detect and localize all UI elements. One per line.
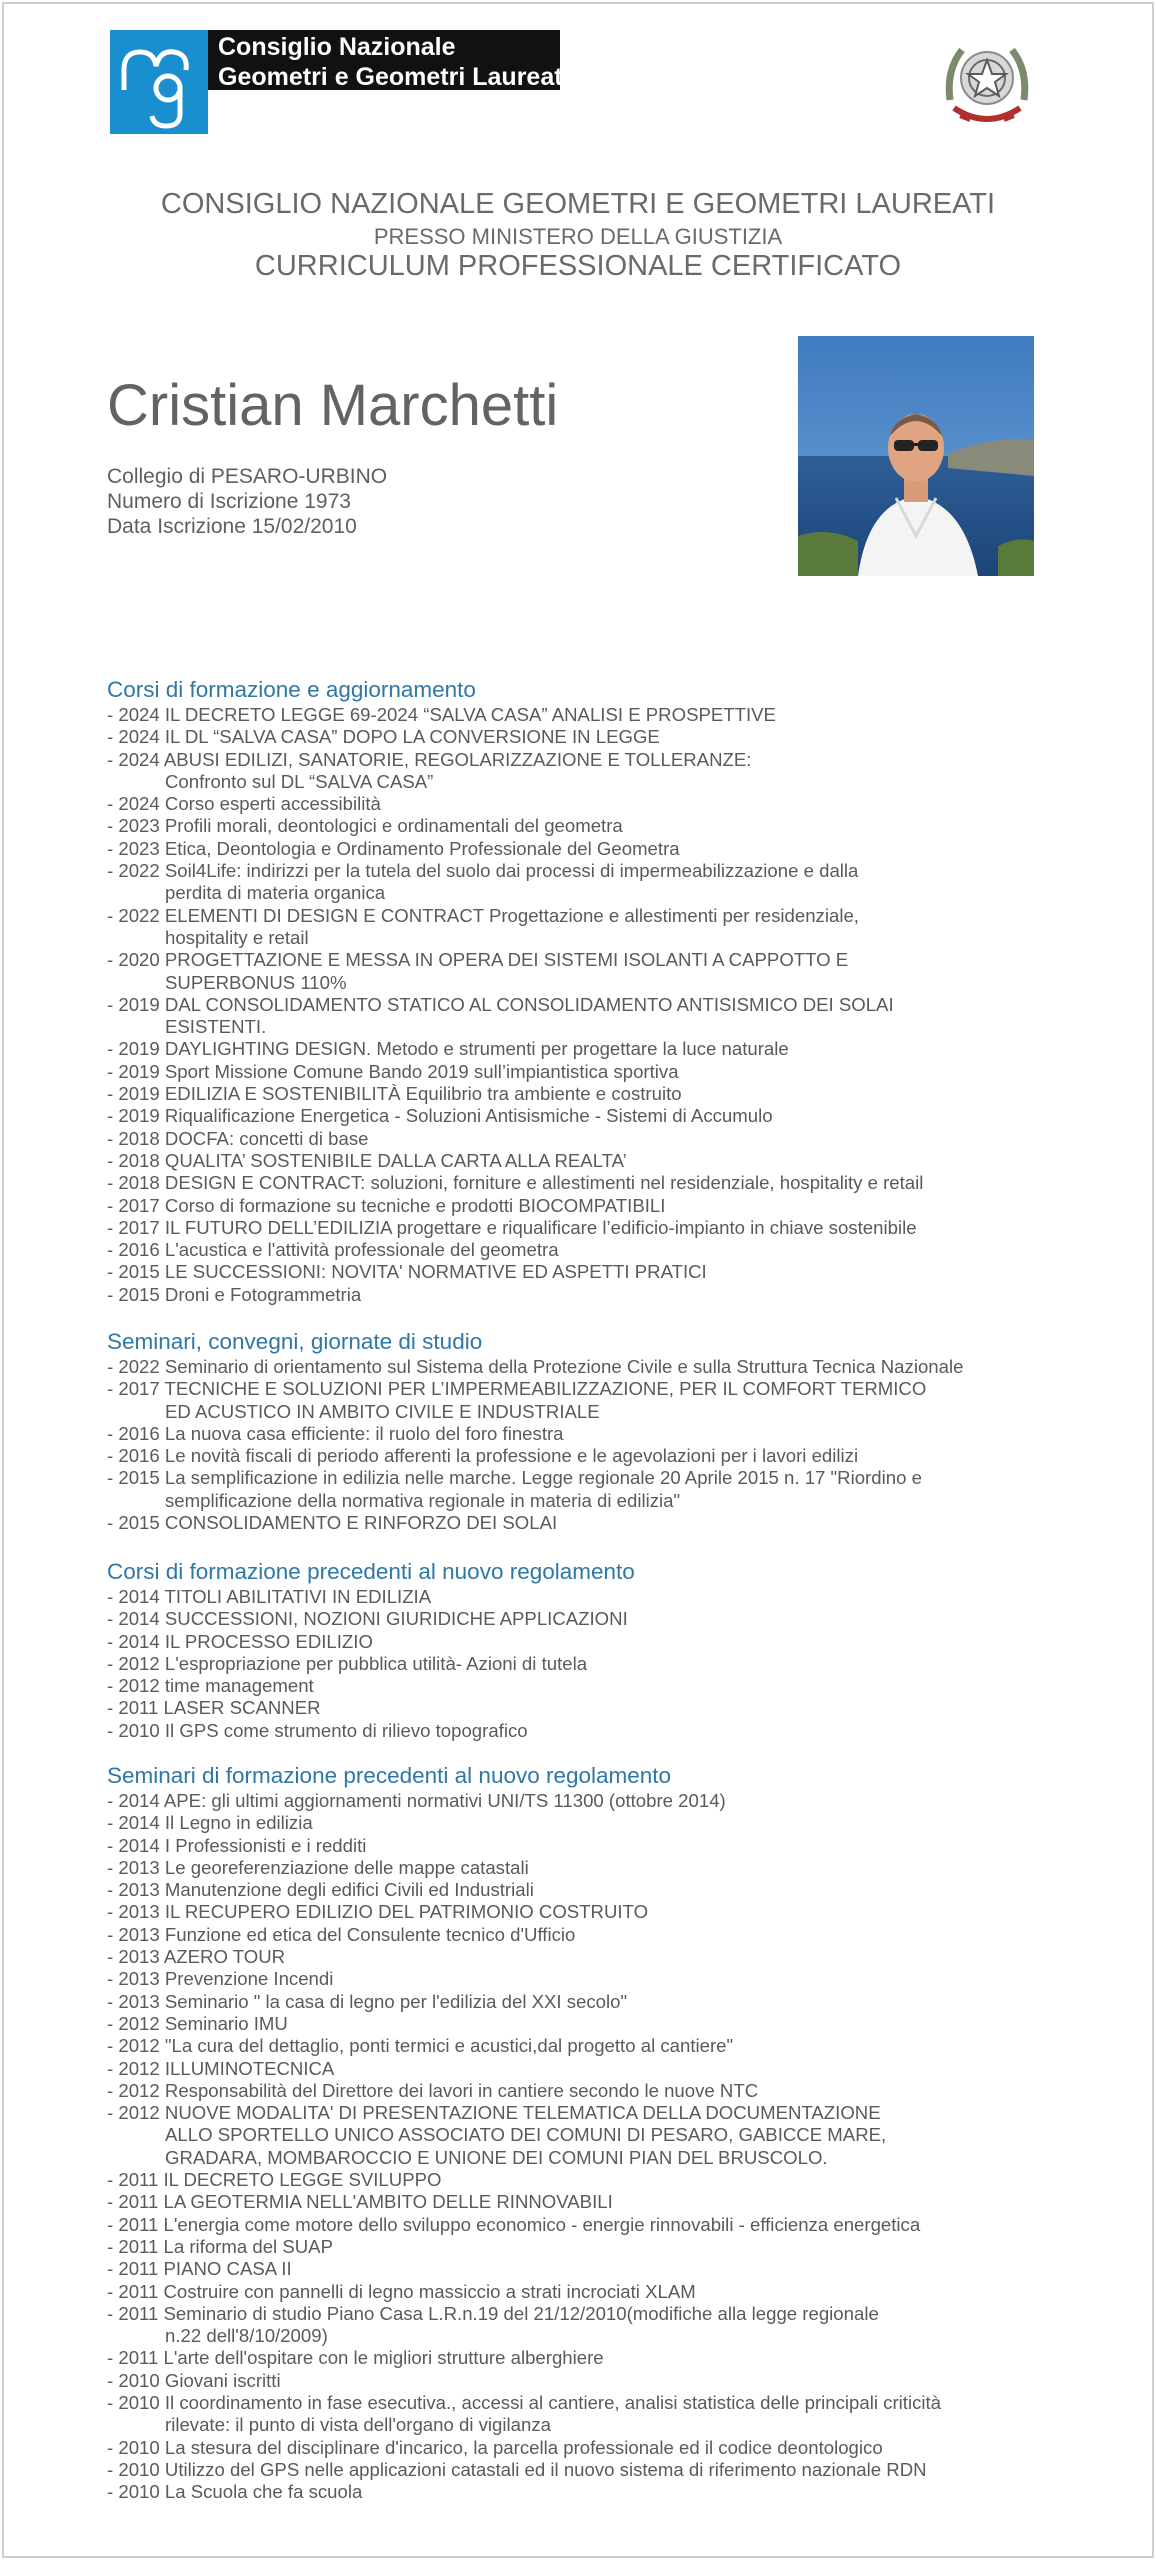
list-item: - 2010 La Scuola che fa scuola xyxy=(107,2481,363,2503)
cng-logo xyxy=(110,30,570,134)
list-item: - 2013 Le georeferenziazione delle mappe catastali xyxy=(107,1856,529,1878)
list-item: - 2023 Profili morali, deontologici e ordinamentali del geometra xyxy=(107,815,623,837)
list-item: - 2013 Manutenzione degli edifici Civili ed Industriali xyxy=(107,1879,534,1901)
logo-line-2: Geometri e Geometri Laureati xyxy=(218,63,570,91)
list-item: - 2016 La nuova casa efficiente: il ruolo del foro finestra xyxy=(107,1422,564,1444)
list-item: - 2024 Corso esperti accessibilità xyxy=(107,793,381,815)
section-title: Corsi di formazione precedenti al nuovo regolamento xyxy=(107,1559,635,1584)
section-title: Corsi di formazione e aggiornamento xyxy=(107,677,476,702)
document-title: CURRICULUM PROFESSIONALE CERTIFICATO xyxy=(254,250,902,282)
list-item: - 2024 IL DL “SALVA CASA” DOPO LA CONVERSIONE IN LEGGE xyxy=(107,726,660,748)
list-item: - 2011 L'arte dell'ospitare con le migliori strutture alberghiere xyxy=(107,2347,604,2369)
list-item: - 2015 La semplificazione in edilizia nelle marche. Legge regionale 20 Aprile 2015 n. 17 "Riordino e semplificazione della normativa regionale in materia di edilizia" xyxy=(107,1467,922,1511)
list-item: - 2012 Seminario IMU xyxy=(107,2012,288,2034)
list-item: - 2010 Giovani iscritti xyxy=(107,2369,281,2391)
list-item: - 2019 Sport Missione Comune Bando 2019 sull’impiantistica sportiva xyxy=(107,1060,679,1082)
list-item: - 2022 Soil4Life: indirizzi per la tutela del suolo dai processi di impermeabilizzazione e dalla perdita di materia organica xyxy=(107,860,859,904)
section-title: Seminari, convegni, giornate di studio xyxy=(107,1329,483,1354)
logo-line-1: Consiglio Nazionale xyxy=(218,33,456,61)
cng-logo-mark xyxy=(110,30,208,134)
list-item: - 2017 IL FUTURO DELL’EDILIZIA progettare e riqualificare l’edificio-impianto in chiave sostenibile xyxy=(107,1216,917,1238)
list-item: - 2018 QUALITA’ SOSTENIBILE DALLA CARTA ALLA REALTA’ xyxy=(107,1149,627,1171)
section-seminars xyxy=(107,1328,1067,1534)
list-item: - 2012 ILLUMINOTECNICA xyxy=(107,2057,335,2079)
list-item: - 2012 L'espropriazione per pubblica utilità- Azioni di tutela xyxy=(107,1652,588,1674)
list-item: - 2016 Le novità fiscali di periodo afferenti la professione e le agevolazioni per i lavori edilizi xyxy=(107,1445,859,1467)
list-item: - 2019 DAL CONSOLIDAMENTO STATICO AL CONSOLIDAMENTO ANTISISMICO DEI SOLAI ESISTENTI. xyxy=(107,993,894,1038)
list-item: - 2022 Seminario di orientamento sul Sistema della Protezione Civile e sulla Struttura Tecnica Nazionale xyxy=(107,1356,964,1377)
list-item: - 2023 Etica, Deontologia e Ordinamento Professionale del Geometra xyxy=(107,837,680,859)
list-item: - 2011 Costruire con pannelli di legno massiccio a strati incrociati XLAM xyxy=(107,2280,696,2302)
list-item: - 2014 IL PROCESSO EDILIZIO xyxy=(107,1630,373,1652)
section-previous-seminars xyxy=(107,1762,1067,2504)
list-item: - 2020 PROGETTAZIONE E MESSA IN OPERA DEI SISTEMI ISOLANTI A CAPPOTTO E SUPERBONUS 110% xyxy=(107,949,849,993)
list-item: - 2022 ELEMENTI DI DESIGN E CONTRACT Progettazione e allestimenti per residenziale, hospitality e retail xyxy=(107,904,859,948)
list-item: - 2012 time management xyxy=(107,1675,314,1697)
seminars-list xyxy=(107,1356,1067,1534)
list-item: - 2012 "La cura del dettaglio, ponti termici e acustici,dal progetto al cantiere" xyxy=(107,2035,734,2057)
list-item: - 2018 DOCFA: concetti di base xyxy=(107,1127,369,1149)
collegio: Collegio di PESARO-URBINO xyxy=(107,465,388,488)
list-item: - 2018 DESIGN E CONTRACT: soluzioni, forniture e allestimenti nel residenziale, hospitality e retail xyxy=(107,1172,924,1194)
list-item: - 2015 LE SUCCESSIONI: NOVITA' NORMATIVE ED ASPETTI PRATICI xyxy=(107,1261,707,1283)
organization-subtitle: PRESSO MINISTERO DELLA GIUSTIZIA xyxy=(373,224,783,249)
cng-logo-text xyxy=(208,30,570,91)
list-item: - 2016 L'acustica e l'attività professionale del geometra xyxy=(107,1239,559,1261)
previous-courses-list xyxy=(107,1586,1067,1742)
organization-title: CONSIGLIO NAZIONALE GEOMETRI E GEOMETRI LAUREATI xyxy=(160,188,996,220)
list-item: - 2019 DAYLIGHTING DESIGN. Metodo e strumenti per progettare la luce naturale xyxy=(107,1038,789,1060)
list-item: - 2011 IL DECRETO LEGGE SVILUPPO xyxy=(107,2169,442,2191)
registration-info xyxy=(107,464,387,539)
list-item: - 2011 LASER SCANNER xyxy=(107,1697,321,1719)
italian-republic-emblem-icon xyxy=(940,30,1034,134)
list-item: - 2011 Seminario di studio Piano Casa L.R.n.19 del 21/12/2010(modifiche alla legge regionale n.22 dell'8/10/2009) xyxy=(107,2302,879,2347)
list-item: - 2014 SUCCESSIONI, NOZIONI GIURIDICHE APPLICAZIONI xyxy=(107,1608,628,1630)
list-item: - 2011 L'energia come motore dello sviluppo economico - energie rinnovabili - efficienza energetica xyxy=(107,2213,921,2235)
registration-number: Numero di Iscrizione 1973 xyxy=(107,490,351,513)
list-item: - 2014 APE: gli ultimi aggiornamenti normativi UNI/TS 11300 (ottobre 2014) xyxy=(107,1790,726,1811)
list-item: - 2017 TECNICHE E SOLUZIONI PER L’IMPERMEABILIZZAZIONE, PER IL COMFORT TERMICO ED ACUSTICO IN AMBITO CIVILE E INDUSTRIALE xyxy=(107,1378,927,1422)
registration-date: Data Iscrizione 15/02/2010 xyxy=(107,515,357,538)
list-item: - 2015 CONSOLIDAMENTO E RINFORZO DEI SOLAI xyxy=(107,1512,558,1534)
training-courses-list xyxy=(107,704,1067,1306)
list-item: - 2010 Il GPS come strumento di rilievo topografico xyxy=(107,1719,528,1741)
list-item: - 2012 Responsabilità del Direttore dei lavori in cantiere secondo le nuove NTC xyxy=(107,2079,759,2101)
list-item: - 2024 ABUSI EDILIZI, SANATORIE, REGOLARIZZAZIONE E TOLLERANZE: Confronto sul DL “SALVA CASA” xyxy=(107,748,752,792)
list-item: - 2011 LA GEOTERMIA NELL'AMBITO DELLE RINNOVABILI xyxy=(107,2191,613,2213)
list-item: - 2010 Il coordinamento in fase esecutiva., accessi al cantiere, analisi statistica delle principali criticità rilevate: il punto di vista dell'organo di vigilanza xyxy=(107,2392,942,2436)
cng-logo-glyph xyxy=(110,30,208,134)
list-item: - 2011 PIANO CASA II xyxy=(107,2258,292,2280)
list-item: - 2013 IL RECUPERO EDILIZIO DEL PATRIMONIO COSTRUITO xyxy=(107,1901,649,1923)
list-item: - 2014 I Professionisti e i redditi xyxy=(107,1834,367,1856)
list-item: - 2014 Il Legno in edilizia xyxy=(107,1812,313,1834)
list-item: - 2010 La stesura del disciplinare d'incarico, la parcella professionale ed il codice deontologico xyxy=(107,2436,883,2458)
list-item: - 2013 Seminario " la casa di legno per l'edilizia del XXI secolo" xyxy=(107,1990,628,2012)
profile-photo xyxy=(798,336,1034,576)
section-title: Seminari di formazione precedenti al nuovo regolamento xyxy=(107,1763,672,1788)
section-training-courses xyxy=(107,676,1067,1306)
list-item: - 2015 Droni e Fotogrammetria xyxy=(107,1283,362,1305)
section-previous-courses xyxy=(107,1558,1067,1742)
list-item: - 2013 Funzione ed etica del Consulente tecnico d'Ufficio xyxy=(107,1923,576,1945)
previous-seminars-list xyxy=(107,1790,1067,2504)
list-item: - 2019 EDILIZIA E SOSTENIBILITÀ Equilibrio tra ambiente e costruito xyxy=(107,1083,682,1105)
list-item: - 2011 La riforma del SUAP xyxy=(107,2235,333,2257)
list-item: - 2013 Prevenzione Incendi xyxy=(107,1968,334,1990)
list-item: - 2014 TITOLI ABILITATIVI IN EDILIZIA xyxy=(107,1586,432,1607)
list-item: - 2019 Riqualificazione Energetica - Soluzioni Antisismiche - Sistemi di Accumulo xyxy=(107,1105,773,1127)
list-item: - 2012 NUOVE MODALITA' DI PRESENTAZIONE TELEMATICA DELLA DOCUMENTAZIONE ALLO SPORTELLO UNICO ASSOCIATO DEI COMUNI DI PESARO, GABICCE MARE, GRADARA, MOMBAROCCIO E UNIONE DEI COMUNI PIAN DEL BRUSCOLO. xyxy=(107,2102,887,2168)
list-item: - 2024 IL DECRETO LEGGE 69-2024 “SALVA CASA” ANALISI E PROSPETTIVE xyxy=(107,704,776,725)
list-item: - 2013 AZERO TOUR xyxy=(107,1946,286,1968)
list-item: - 2010 Utilizzo del GPS nelle applicazioni catastali ed il nuovo sistema di riferimento nazionale RDN xyxy=(107,2458,927,2480)
person-name: Cristian Marchetti xyxy=(107,373,559,438)
list-item: - 2017 Corso di formazione su tecniche e prodotti BIOCOMPATIBILI xyxy=(107,1194,666,1216)
